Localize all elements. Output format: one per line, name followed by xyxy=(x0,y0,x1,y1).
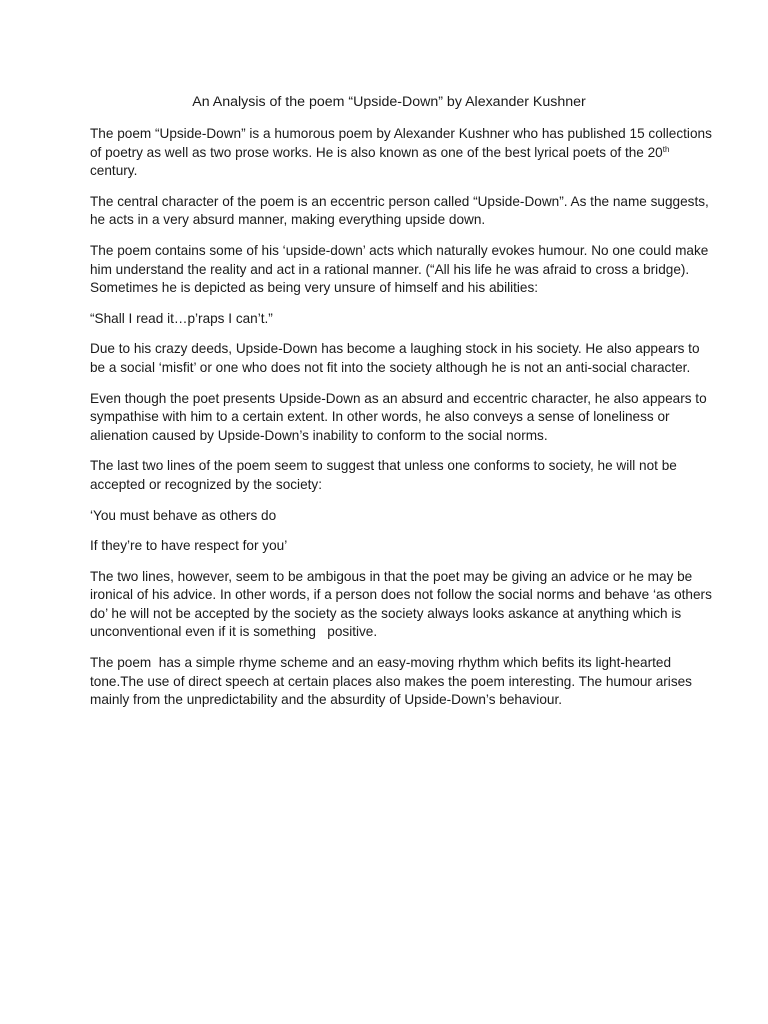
paragraph-upside-down-acts: The poem contains some of his ‘upside-down’ acts which naturally evokes humour. No one could make him understand the reality and act in a rational manner. (“All his life he was afraid to cross a bridge). Sometimes he is depicted as being very unsure of himself and his abilities: xyxy=(90,242,709,296)
document-body xyxy=(90,125,715,722)
paragraph-introduction-text: The poem “Upside-Down” is a humorous poem by Alexander Kushner who has published 15 collections of poetry as well as two prose works. He is also known as one of the best lyrical poets of the 20 xyxy=(90,126,712,160)
paragraph-central-character: The central character of the poem is an eccentric person called “Upside-Down”. As the name suggests, he acts in a very absurd manner, making everything upside down. xyxy=(90,193,709,228)
ordinal-superscript: th xyxy=(662,144,670,154)
paragraph-laughing-stock: Due to his crazy deeds, Upside-Down has become a laughing stock in his society. He also appears to be a social ‘misfit’ or one who does not fit into the society although he is not an anti-social character. xyxy=(90,341,700,375)
quote-shall-i-read: “Shall I read it…p’raps I can’t.” xyxy=(90,310,273,326)
paragraph-rhyme-scheme: The poem has a simple rhyme scheme and an easy-moving rhythm which befits its light-hearted tone.The use of direct speech at certain places also makes the poem interesting. The humour arises mainly from the unpredictability and the absurdity of Upside-Down’s behaviour. xyxy=(90,655,692,708)
paragraph-introduction xyxy=(90,125,715,181)
document-title: An Analysis of the poem “Upside-Down” by Alexander Kushner xyxy=(192,94,586,110)
paragraph-sympathy: Even though the poet presents Upside-Down as an absurd and eccentric character, he also appears to sympathise with him to a certain extent. In other words, he also conveys a sense of loneliness or alienation caused by Upside-Down’s inability to conform to the social norms. xyxy=(90,390,707,443)
quote-line-two: If they’re to have respect for you’ xyxy=(90,538,288,554)
paragraph-ambiguity: The two lines, however, seem to be ambigous in that the poet may be giving an advice or he may be ironical of his advice. In other words, if a person does not follow the social norms and behave ‘as others do’ he will not be accepted by the society as the society always looks askance at anything which is unconventional even if it is something positive. xyxy=(90,568,712,640)
paragraph-introduction-tail: century. xyxy=(90,163,138,179)
quote-line-one: ‘You must behave as others do xyxy=(90,507,277,523)
paragraph-last-two-lines: The last two lines of the poem seem to suggest that unless one conforms to society, he will not be accepted or recognized by the society: xyxy=(90,458,677,492)
